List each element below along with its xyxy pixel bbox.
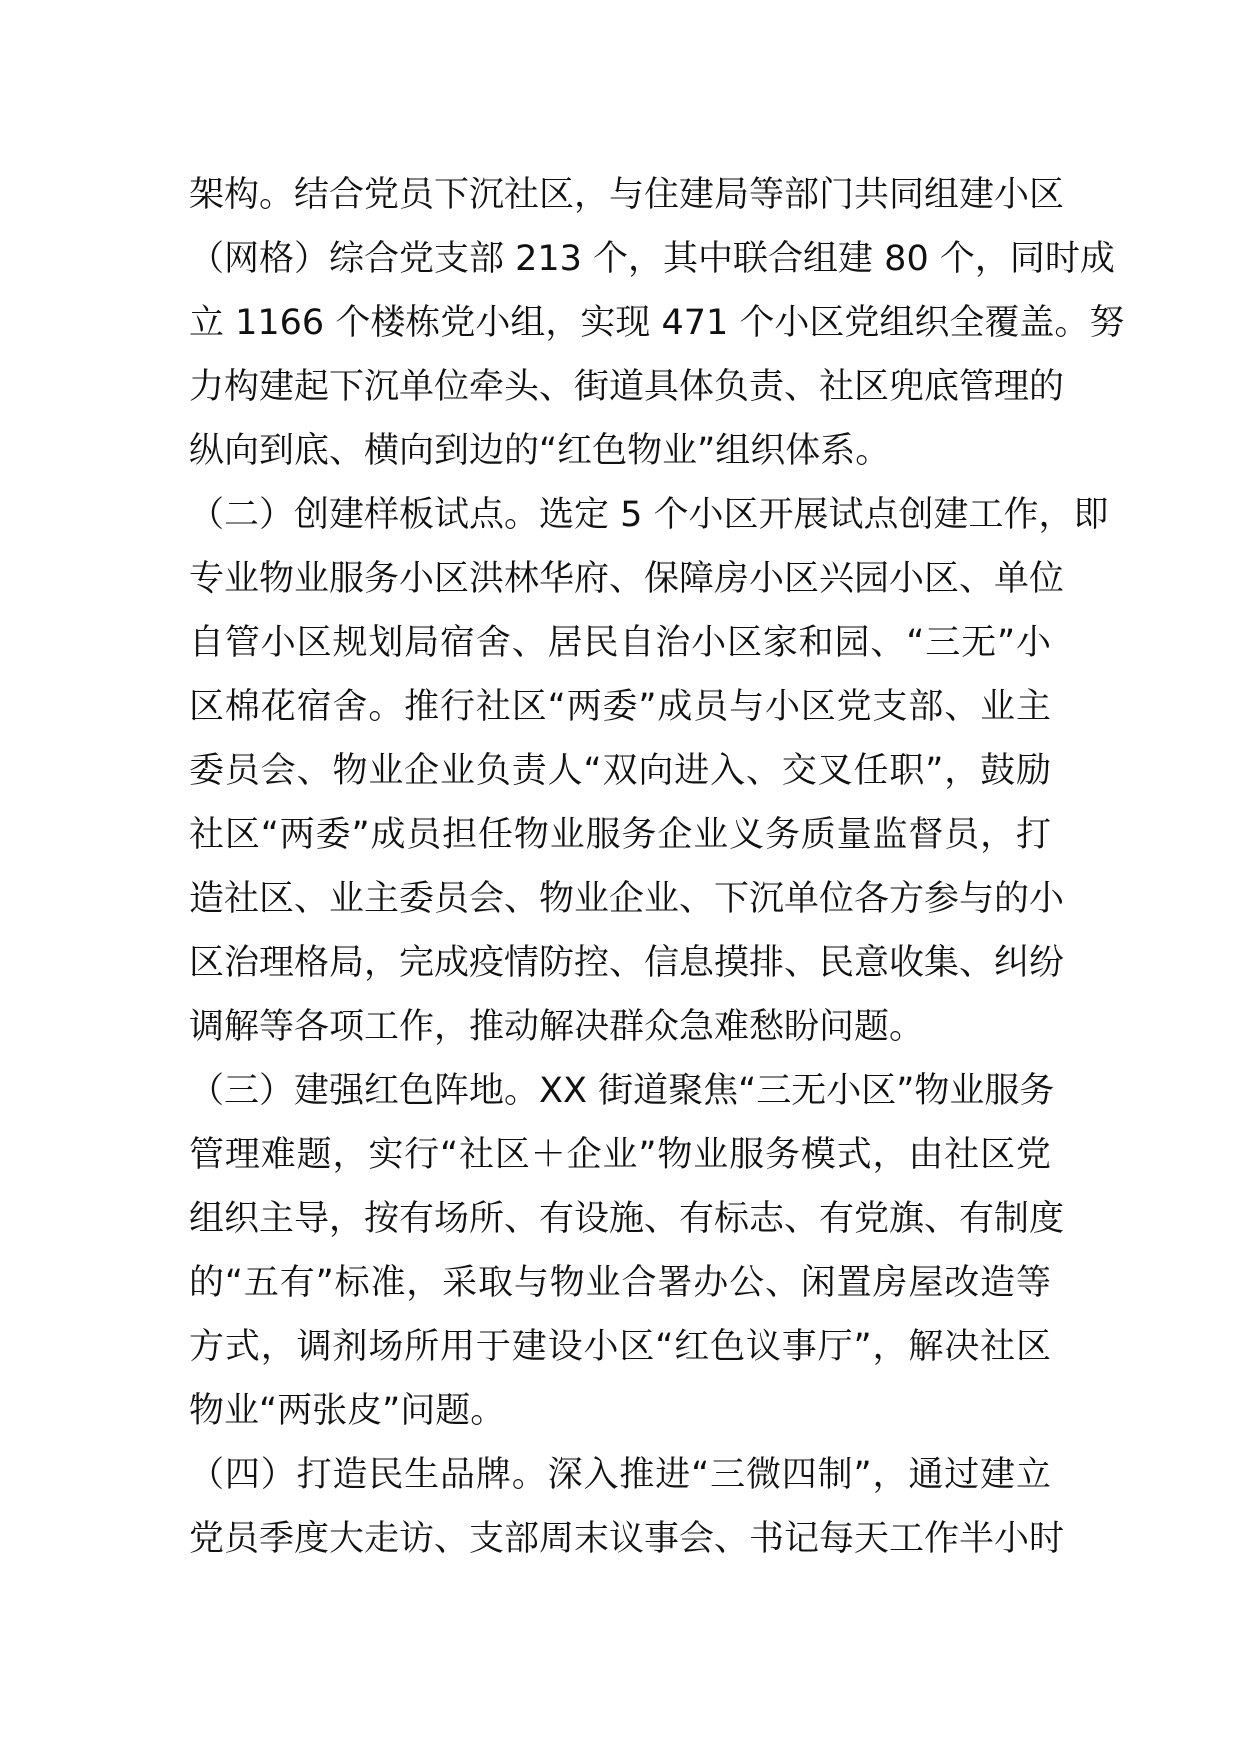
- body-text: [189, 163, 1125, 1571]
- text-line: 专业物业服务小区洪林华府、保障房小区兴园小区、单位: [189, 559, 1065, 599]
- text-line: 自管小区规划局宿舍、居民自治小区家和园、“三无”小: [189, 623, 1051, 663]
- text-line: 纵向到底、横向到边的“红色物业”组织体系。: [189, 431, 891, 471]
- text-line: 组织主导，按有场所、有设施、有标志、有党旗、有制度: [189, 1199, 1065, 1239]
- text-line: 社区“两委”成员担任物业服务企业义务质量监督员，打: [189, 815, 1051, 855]
- text-line: 方式，调剂场所用于建设小区“红色议事厅”，解决社区: [189, 1327, 1051, 1367]
- text-line: 架构。结合党员下沉社区，与住建局等部门共同组建小区: [189, 175, 1065, 215]
- text-line: 区棉花宿舍。推行社区“两委”成员与小区党支部、业主: [189, 687, 1051, 727]
- text-line: （网格）综合党支部 213 个，其中联合组建 80 个，同时成: [189, 239, 1115, 279]
- text-line: 造社区、业主委员会、物业企业、下沉单位各方参与的小: [189, 879, 1065, 919]
- text-line: 管理难题，实行“社区＋企业”物业服务模式，由社区党: [189, 1135, 1051, 1175]
- text-line: （四）打造民生品牌。深入推进“三微四制”，通过建立: [189, 1455, 1051, 1495]
- text-line: 的“五有”标准，采取与物业合署办公、闲置房屋改造等: [189, 1263, 1051, 1303]
- text-line: （二）创建样板试点。选定 5 个小区开展试点创建工作，即: [189, 495, 1109, 535]
- text-line: 党员季度大走访、支部周末议事会、书记每天工作半小时: [189, 1519, 1065, 1559]
- text-line: 物业“两张皮”问题。: [189, 1391, 506, 1431]
- text-line: 委员会、物业企业负责人“双向进入、交叉任职”，鼓励: [189, 751, 1051, 791]
- text-line: 力构建起下沉单位牵头、街道具体负责、社区兜底管理的: [189, 367, 1065, 407]
- text-line: 区治理格局，完成疫情防控、信息摸排、民意收集、纠纷: [189, 943, 1065, 983]
- text-line: 调解等各项工作，推动解决群众急难愁盼问题。: [189, 1007, 925, 1047]
- text-line: 立 1166 个楼栋党小组，实现 471 个小区党组织全覆盖。努: [189, 303, 1125, 343]
- text-line: （三）建强红色阵地。XX 街道聚焦“三无小区”物业服务: [189, 1071, 1055, 1111]
